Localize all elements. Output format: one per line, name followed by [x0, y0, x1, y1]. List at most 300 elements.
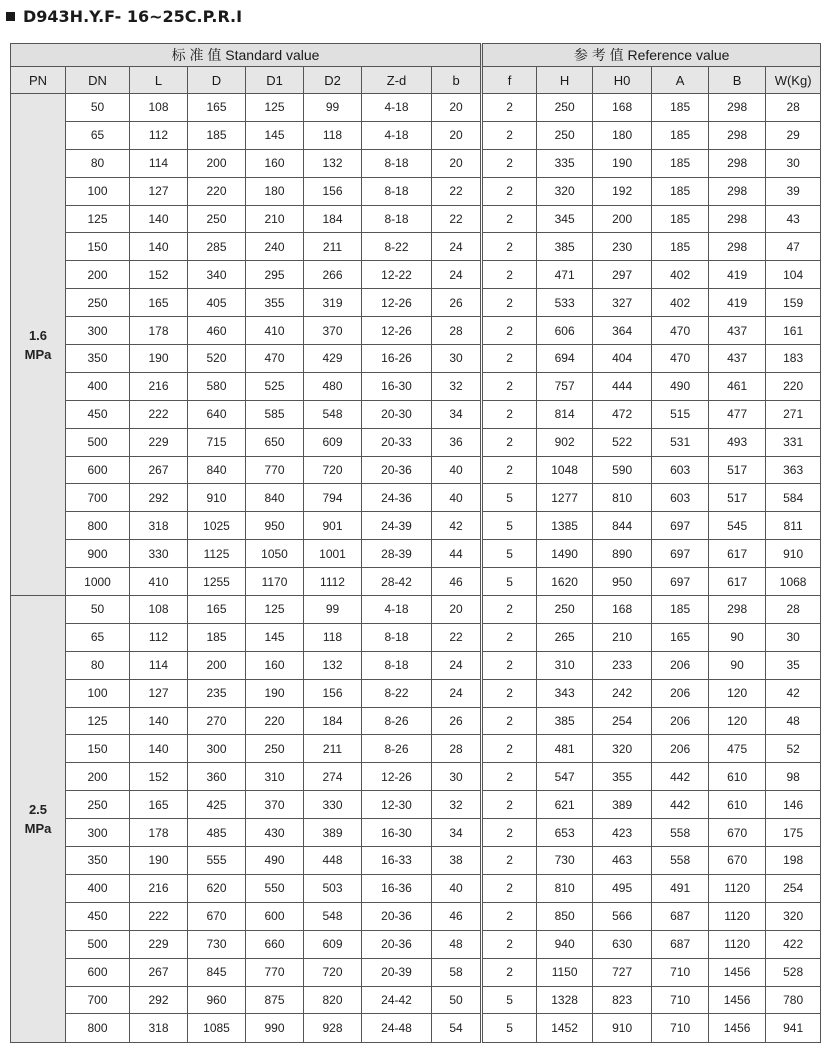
- table-cell: 292: [130, 986, 188, 1014]
- table-cell: 185: [188, 623, 246, 651]
- table-row: [11, 261, 821, 289]
- table-cell: 330: [130, 540, 188, 568]
- table-cell: 4-18: [362, 596, 432, 624]
- table-cell: 20: [432, 94, 482, 122]
- table-cell: 720: [304, 958, 362, 986]
- table-cell: 640: [188, 400, 246, 428]
- table-cell: 250: [537, 94, 593, 122]
- table-cell: 310: [246, 763, 304, 791]
- table-cell: 531: [652, 428, 709, 456]
- table-cell: 343: [537, 679, 593, 707]
- table-cell: 481: [537, 735, 593, 763]
- table-cell: 185: [652, 94, 709, 122]
- table-cell: 29: [766, 121, 821, 149]
- table-cell: 2: [482, 874, 537, 902]
- table-cell: 490: [652, 372, 709, 400]
- table-cell: 192: [593, 177, 652, 205]
- table-cell: 298: [709, 205, 766, 233]
- table-row: [11, 819, 821, 847]
- table-cell: 80: [66, 149, 130, 177]
- table-cell: 617: [709, 568, 766, 596]
- table-cell: 2: [482, 735, 537, 763]
- table-cell: 28-39: [362, 540, 432, 568]
- table-row: [11, 763, 821, 791]
- table-cell: 493: [709, 428, 766, 456]
- table-cell: 190: [130, 847, 188, 875]
- table-cell: 185: [652, 596, 709, 624]
- table-cell: 2: [482, 791, 537, 819]
- table-cell: 125: [246, 596, 304, 624]
- table-cell: 990: [246, 1014, 304, 1043]
- table-cell: 1085: [188, 1014, 246, 1043]
- table-cell: 108: [130, 94, 188, 122]
- table-cell: 480: [304, 372, 362, 400]
- table-cell: 242: [593, 679, 652, 707]
- table-cell: 491: [652, 874, 709, 902]
- table-cell: 24-39: [362, 512, 432, 540]
- table-cell: 590: [593, 456, 652, 484]
- table-row: [11, 1014, 821, 1043]
- table-cell: 104: [766, 261, 821, 289]
- table-cell: 363: [766, 456, 821, 484]
- table-cell: 20-36: [362, 930, 432, 958]
- table-cell: 265: [537, 623, 593, 651]
- table-row: [11, 707, 821, 735]
- table-cell: 1068: [766, 568, 821, 596]
- table-cell: 229: [130, 428, 188, 456]
- table-cell: 517: [709, 456, 766, 484]
- table-cell: 1456: [709, 1014, 766, 1043]
- table-cell: 522: [593, 428, 652, 456]
- table-cell: 50: [66, 596, 130, 624]
- table-cell: 165: [188, 94, 246, 122]
- table-cell: 528: [766, 958, 821, 986]
- table-cell: 450: [66, 902, 130, 930]
- table-cell: 2: [482, 149, 537, 177]
- table-cell: 448: [304, 847, 362, 875]
- table-cell: 185: [652, 233, 709, 261]
- table-cell: 318: [130, 512, 188, 540]
- column-header-a: A: [652, 67, 709, 94]
- table-cell: 4-18: [362, 94, 432, 122]
- table-cell: 254: [593, 707, 652, 735]
- table-cell: 43: [766, 205, 821, 233]
- pn-unit: MPa: [24, 821, 52, 837]
- table-cell: 4-18: [362, 121, 432, 149]
- table-cell: 220: [766, 372, 821, 400]
- table-cell: 610: [709, 763, 766, 791]
- table-cell: 345: [537, 205, 593, 233]
- table-cell: 550: [246, 874, 304, 902]
- table-cell: 800: [66, 512, 130, 540]
- table-cell: 8-18: [362, 205, 432, 233]
- table-cell: 810: [537, 874, 593, 902]
- table-cell: 16-33: [362, 847, 432, 875]
- table-cell: 2: [482, 707, 537, 735]
- table-cell: 58: [432, 958, 482, 986]
- table-cell: 150: [66, 233, 130, 261]
- table-cell: 108: [130, 596, 188, 624]
- table-cell: 16-30: [362, 819, 432, 847]
- table-row: [11, 568, 821, 596]
- table-cell: 127: [130, 679, 188, 707]
- table-row: [11, 94, 821, 122]
- table-cell: 2: [482, 596, 537, 624]
- table-cell: 1328: [537, 986, 593, 1014]
- table-cell: 90: [709, 651, 766, 679]
- table-cell: 12-26: [362, 289, 432, 317]
- table-cell: 200: [66, 261, 130, 289]
- table-cell: 5: [482, 568, 537, 596]
- table-cell: 475: [709, 735, 766, 763]
- table-cell: 65: [66, 623, 130, 651]
- table-cell: 220: [188, 177, 246, 205]
- table-cell: 5: [482, 986, 537, 1014]
- column-header-h0: H0: [593, 67, 652, 94]
- table-cell: 950: [246, 512, 304, 540]
- table-cell: 2: [482, 205, 537, 233]
- table-cell: 250: [537, 596, 593, 624]
- table-cell: 900: [66, 540, 130, 568]
- table-cell: 2: [482, 317, 537, 345]
- table-row: [11, 289, 821, 317]
- table-cell: 271: [766, 400, 821, 428]
- table-cell: 250: [537, 121, 593, 149]
- table-cell: 50: [432, 986, 482, 1014]
- table-cell: 730: [537, 847, 593, 875]
- table-cell: 298: [709, 233, 766, 261]
- table-cell: 370: [304, 317, 362, 345]
- table-cell: 495: [593, 874, 652, 902]
- table-cell: 364: [593, 317, 652, 345]
- table-cell: 630: [593, 930, 652, 958]
- table-cell: 26: [432, 289, 482, 317]
- table-cell: 2: [482, 177, 537, 205]
- spec-table: [10, 43, 821, 1043]
- table-cell: 727: [593, 958, 652, 986]
- table-cell: 250: [246, 735, 304, 763]
- table-cell: 720: [304, 456, 362, 484]
- table-cell: 928: [304, 1014, 362, 1043]
- table-cell: 229: [130, 930, 188, 958]
- table-row: [11, 233, 821, 261]
- column-header-l: L: [130, 67, 188, 94]
- table-cell: 710: [652, 986, 709, 1014]
- table-cell: 35: [766, 651, 821, 679]
- table-cell: 603: [652, 456, 709, 484]
- table-cell: 620: [188, 874, 246, 902]
- table-cell: 156: [304, 177, 362, 205]
- table-cell: 450: [66, 400, 130, 428]
- table-cell: 26: [432, 707, 482, 735]
- table-cell: 185: [652, 205, 709, 233]
- table-cell: 340: [188, 261, 246, 289]
- table-cell: 40: [432, 874, 482, 902]
- table-cell: 500: [66, 428, 130, 456]
- table-row: [11, 902, 821, 930]
- table-cell: 46: [432, 568, 482, 596]
- table-cell: 254: [766, 874, 821, 902]
- table-row: [11, 121, 821, 149]
- table-cell: 566: [593, 902, 652, 930]
- table-cell: 12-30: [362, 791, 432, 819]
- table-cell: 183: [766, 345, 821, 373]
- table-cell: 941: [766, 1014, 821, 1043]
- table-cell: 463: [593, 847, 652, 875]
- table-cell: 606: [537, 317, 593, 345]
- table-row: [11, 958, 821, 986]
- table-cell: 603: [652, 484, 709, 512]
- table-cell: 670: [709, 847, 766, 875]
- table-cell: 178: [130, 317, 188, 345]
- table-cell: 2: [482, 679, 537, 707]
- table-cell: 584: [766, 484, 821, 512]
- table-cell: 422: [766, 930, 821, 958]
- table-cell: 1120: [709, 874, 766, 902]
- table-cell: 548: [304, 902, 362, 930]
- table-cell: 99: [304, 94, 362, 122]
- table-cell: 24: [432, 233, 482, 261]
- table-cell: 20-36: [362, 456, 432, 484]
- table-cell: 670: [709, 819, 766, 847]
- table-cell: 600: [246, 902, 304, 930]
- table-cell: 8-26: [362, 735, 432, 763]
- table-cell: 5: [482, 512, 537, 540]
- table-cell: 180: [593, 121, 652, 149]
- table-cell: 320: [766, 902, 821, 930]
- table-cell: 1490: [537, 540, 593, 568]
- table-cell: 30: [432, 763, 482, 791]
- table-row: [11, 484, 821, 512]
- table-cell: 770: [246, 456, 304, 484]
- table-cell: 330: [304, 791, 362, 819]
- table-cell: 298: [709, 596, 766, 624]
- table-cell: 295: [246, 261, 304, 289]
- table-cell: 22: [432, 623, 482, 651]
- table-cell: 140: [130, 205, 188, 233]
- table-cell: 2: [482, 902, 537, 930]
- table-cell: 250: [66, 791, 130, 819]
- table-row: [11, 596, 821, 624]
- table-cell: 814: [537, 400, 593, 428]
- table-cell: 715: [188, 428, 246, 456]
- table-cell: 222: [130, 902, 188, 930]
- table-cell: 844: [593, 512, 652, 540]
- table-cell: 44: [432, 540, 482, 568]
- table-cell: 22: [432, 205, 482, 233]
- table-cell: 400: [66, 874, 130, 902]
- table-cell: 22: [432, 177, 482, 205]
- table-cell: 5: [482, 1014, 537, 1043]
- table-cell: 190: [593, 149, 652, 177]
- table-cell: 16-26: [362, 345, 432, 373]
- table-cell: 39: [766, 177, 821, 205]
- table-cell: 823: [593, 986, 652, 1014]
- column-header-row: [11, 67, 821, 94]
- table-cell: 910: [593, 1014, 652, 1043]
- table-cell: 38: [432, 847, 482, 875]
- square-bullet-icon: [6, 12, 15, 21]
- column-header-b: B: [709, 67, 766, 94]
- table-cell: 2: [482, 930, 537, 958]
- table-cell: 610: [709, 791, 766, 819]
- table-cell: 185: [188, 121, 246, 149]
- table-cell: 220: [246, 707, 304, 735]
- table-cell: 125: [66, 707, 130, 735]
- table-cell: 230: [593, 233, 652, 261]
- table-row: [11, 540, 821, 568]
- table-cell: 8-18: [362, 177, 432, 205]
- table-row: [11, 791, 821, 819]
- table-cell: 140: [130, 707, 188, 735]
- table-cell: 757: [537, 372, 593, 400]
- table-cell: 405: [188, 289, 246, 317]
- column-header-h: H: [537, 67, 593, 94]
- table-cell: 20-30: [362, 400, 432, 428]
- table-cell: 152: [130, 261, 188, 289]
- table-cell: 1385: [537, 512, 593, 540]
- table-cell: 2: [482, 428, 537, 456]
- table-cell: 125: [66, 205, 130, 233]
- pn-unit: MPa: [24, 346, 52, 362]
- table-cell: 461: [709, 372, 766, 400]
- table-cell: 160: [246, 651, 304, 679]
- table-cell: 1050: [246, 540, 304, 568]
- table-cell: 694: [537, 345, 593, 373]
- table-cell: 318: [130, 1014, 188, 1043]
- table-cell: 165: [652, 623, 709, 651]
- table-cell: 65: [66, 121, 130, 149]
- table-cell: 114: [130, 149, 188, 177]
- table-cell: 1277: [537, 484, 593, 512]
- table-cell: 525: [246, 372, 304, 400]
- table-cell: 558: [652, 847, 709, 875]
- table-row: [11, 149, 821, 177]
- table-cell: 820: [304, 986, 362, 1014]
- table-cell: 150: [66, 735, 130, 763]
- table-cell: 617: [709, 540, 766, 568]
- table-cell: 298: [709, 177, 766, 205]
- table-cell: 20-33: [362, 428, 432, 456]
- table-cell: 132: [304, 149, 362, 177]
- table-cell: 216: [130, 372, 188, 400]
- table-cell: 335: [537, 149, 593, 177]
- table-cell: 485: [188, 819, 246, 847]
- reference-value-header: 参 考 值 Reference value: [482, 44, 821, 67]
- table-cell: 159: [766, 289, 821, 317]
- table-row: [11, 679, 821, 707]
- table-cell: 34: [432, 400, 482, 428]
- table-cell: 98: [766, 763, 821, 791]
- table-cell: 20-39: [362, 958, 432, 986]
- table-cell: 1112: [304, 568, 362, 596]
- table-cell: 1456: [709, 958, 766, 986]
- table-row: [11, 345, 821, 373]
- table-cell: 5: [482, 484, 537, 512]
- table-cell: 267: [130, 958, 188, 986]
- table-cell: 274: [304, 763, 362, 791]
- table-cell: 298: [709, 94, 766, 122]
- table-cell: 42: [432, 512, 482, 540]
- table-cell: 444: [593, 372, 652, 400]
- table-cell: 800: [66, 1014, 130, 1043]
- pn-value: 1.6: [28, 327, 48, 343]
- table-cell: 20: [432, 596, 482, 624]
- table-cell: 1150: [537, 958, 593, 986]
- table-cell: 200: [188, 651, 246, 679]
- pn-section-label: [11, 94, 66, 596]
- table-cell: 28: [432, 735, 482, 763]
- table-cell: 700: [66, 986, 130, 1014]
- column-header-f: f: [482, 67, 537, 94]
- table-cell: 24-48: [362, 1014, 432, 1043]
- table-cell: 515: [652, 400, 709, 428]
- table-cell: 2: [482, 94, 537, 122]
- table-cell: 270: [188, 707, 246, 735]
- table-cell: 30: [766, 623, 821, 651]
- table-cell: 517: [709, 484, 766, 512]
- table-cell: 165: [130, 791, 188, 819]
- table-cell: 300: [66, 317, 130, 345]
- table-cell: 12-26: [362, 763, 432, 791]
- table-cell: 24-36: [362, 484, 432, 512]
- table-cell: 8-26: [362, 707, 432, 735]
- table-cell: 350: [66, 345, 130, 373]
- table-cell: 32: [432, 372, 482, 400]
- table-cell: 400: [66, 372, 130, 400]
- table-cell: 404: [593, 345, 652, 373]
- table-cell: 710: [652, 1014, 709, 1043]
- table-cell: 875: [246, 986, 304, 1014]
- table-cell: 168: [593, 94, 652, 122]
- table-cell: 100: [66, 177, 130, 205]
- table-cell: 430: [246, 819, 304, 847]
- table-cell: 297: [593, 261, 652, 289]
- table-cell: 545: [709, 512, 766, 540]
- table-cell: 490: [246, 847, 304, 875]
- table-cell: 216: [130, 874, 188, 902]
- table-cell: 653: [537, 819, 593, 847]
- table-row: [11, 930, 821, 958]
- table-cell: 419: [709, 289, 766, 317]
- table-cell: 609: [304, 930, 362, 958]
- table-row: [11, 847, 821, 875]
- table-cell: 600: [66, 456, 130, 484]
- table-row: [11, 205, 821, 233]
- table-cell: 780: [766, 986, 821, 1014]
- table-cell: 910: [188, 484, 246, 512]
- table-cell: 360: [188, 763, 246, 791]
- table-cell: 200: [593, 205, 652, 233]
- table-row: [11, 400, 821, 428]
- standard-value-header: 标 准 值 Standard value: [11, 44, 482, 67]
- table-cell: 250: [66, 289, 130, 317]
- table-row: [11, 372, 821, 400]
- table-cell: 1620: [537, 568, 593, 596]
- table-cell: 28: [432, 317, 482, 345]
- table-cell: 30: [766, 149, 821, 177]
- table-cell: 145: [246, 623, 304, 651]
- table-cell: 437: [709, 317, 766, 345]
- table-cell: 477: [709, 400, 766, 428]
- table-cell: 206: [652, 651, 709, 679]
- table-cell: 211: [304, 233, 362, 261]
- table-cell: 8-22: [362, 233, 432, 261]
- table-cell: 2: [482, 289, 537, 317]
- table-cell: 687: [652, 930, 709, 958]
- table-cell: 140: [130, 233, 188, 261]
- table-cell: 840: [188, 456, 246, 484]
